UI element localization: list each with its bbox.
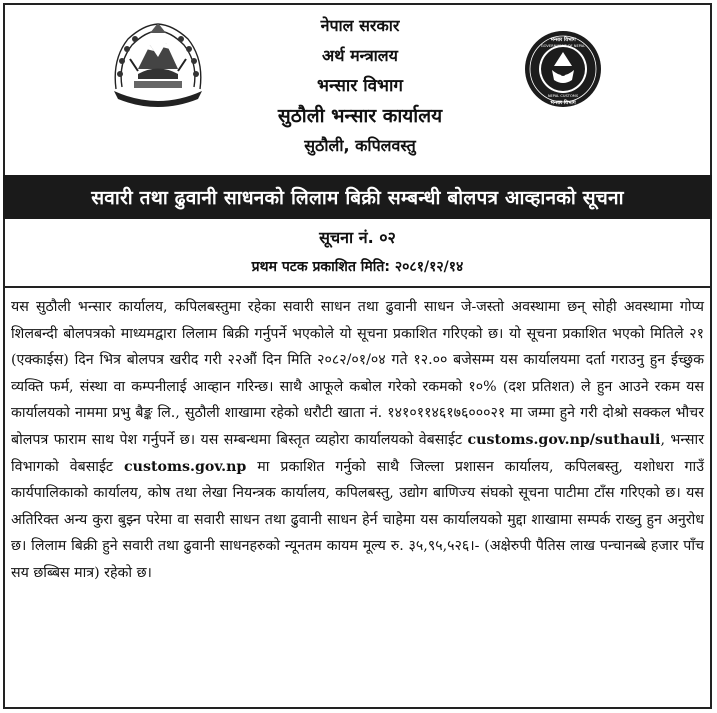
notice-title-banner: सवारी तथा ढुवानी साधनको लिलाम बिक्री सम्बन्धी बोलपत्र आव्हानको सूचना xyxy=(3,175,712,219)
seal-base-text: भन्सार विभाग xyxy=(550,100,576,106)
notice-number: सूचना नं. ०२ xyxy=(319,228,396,247)
office-website-link[interactable]: customs.gov.np/suthauli xyxy=(467,431,661,448)
office-address: सुठौली, कपिलवस्तु xyxy=(304,136,416,155)
department-website-link[interactable]: customs.gov.np xyxy=(124,458,247,475)
seal-ring-text: GOVERNMENT OF NEPAL xyxy=(540,44,586,48)
department-name: भन्सार विभाग xyxy=(317,76,403,96)
notice-header xyxy=(5,5,710,175)
ministry-name: अर्थ मन्त्रालय xyxy=(322,46,398,65)
notice-body-part3: मा प्रकाशित गर्नुको साथै जिल्ला प्रशासन कार्यालय, कपिलबस्तु, यशोधरा गाउँ कार्यपालिकाको कार्यालय, कोष तथा लेखा नियन्त्रक कार्यालय, कपिलबस्तु, उद्योग बाणिज्य संघको सूचना पाटीमा टाँस गरिएको छ। यस अतिरिक्त अन्य कुरा बुझ्न परेमा वा सवारी साधन तथा ढुवानी साधन हेर्न चाहेमा यस कार्यालयको मुद्दा शाखामा सम्पर्क राख्नु हुन अनुरोध छ। लिलाम बिक्री हुने सवारी तथा ढुवानी साधनहरुको न्यूनतम कायम मूल्य रु. ३५,९५,५२६।- (अक्षेरुपी पैतिस लाख पन्चानब्बे हजार पाँच सय छब्बिस मात्र) रहेको छ। xyxy=(11,458,704,581)
government-name: नेपाल सरकार xyxy=(320,16,400,35)
publication-date: प्रथम पटक प्रकाशित मिति: २०८१/१२/१४ xyxy=(251,259,464,275)
nepal-emblem-icon xyxy=(108,19,208,109)
section-divider xyxy=(3,286,712,288)
seal-bottom-text: NEPAL CUSTOMS xyxy=(547,94,579,98)
office-name: सुठौली भन्सार कार्यालय xyxy=(277,105,443,127)
office-heading xyxy=(245,11,475,161)
notice-body-part1: यस सुठौली भन्सार कार्यालय, कपिलबस्तुमा रहेका सवारी साधन तथा ढुवानी साधन जे-जस्तो अवस्थामा छन् सोही अवस्थामा गोप्य शिलबन्दी बोलपत्रको माध्यमद्वारा लिलाम बिक्री गर्नुपर्ने भएकोले यो सूचना प्रकाशित गरिएको छ। यो सूचना प्रकाशित भएको मितिले २१ (एक्काईस) दिन भित्र बोलपत्र खरीद गरी २२औं दिन मिति २०८२/०१/०४ गते १२.०० बजेसम्म यस कार्यालयमा दर्ता गराउनु हुन ईच्छुक व्यक्ति फर्म, संस्था वा कम्पनीलाई आव्हान गरिन्छ। साथै आफूले कबोल गरेको रकमको १०% (दश प्रतिशत) ले हुन आउने रकम यस कार्यालयको नाममा प्रभु बैङ्क लि., सुठौली शाखामा रहेको धरौटी खाता नं. १४१०११४६१७६०००२१ मा जम्मा हुने गरी दोश्रो सक्कल भौचर बोलपत्र फाराम साथ पेश गर्नुपर्ने छ। यस सम्बन्धमा बिस्तृत व्यहोरा कार्यालयको वेबसाईट xyxy=(11,299,704,448)
seal-top-text: भन्सार विभाग xyxy=(550,37,576,43)
notice-frame xyxy=(3,3,712,709)
notice-body-part2: , भन्सार विभागको वेबसाईट xyxy=(11,431,704,475)
nepal-customs-seal-icon xyxy=(524,30,602,108)
notice-body xyxy=(11,294,704,587)
